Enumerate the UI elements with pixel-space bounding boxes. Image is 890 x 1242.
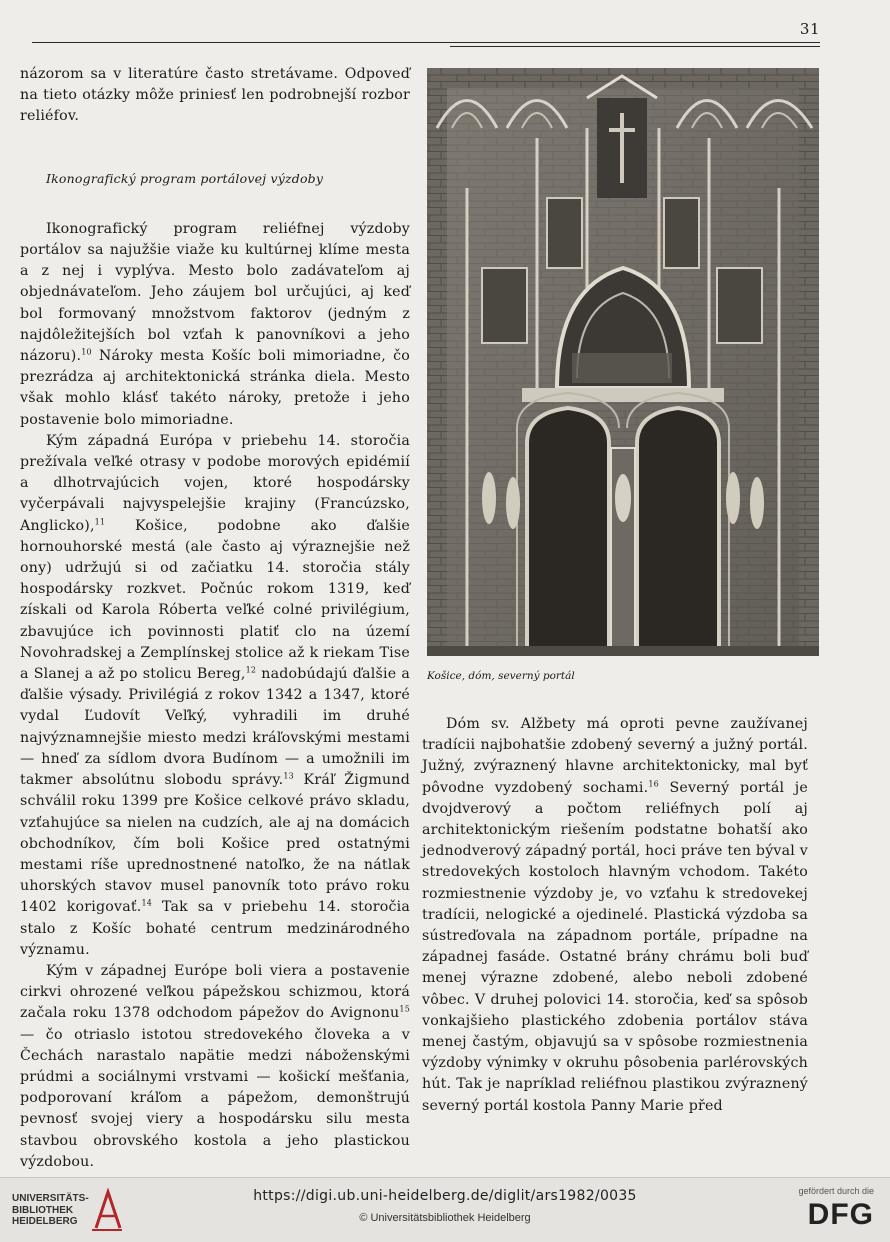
section-title: Ikonografický program portálovej výzdoby — [46, 170, 324, 186]
paragraph-1: Ikonografický program reliéfnej výzdoby portálov sa najužšie viaže ku kultúrnej klíme mesta a z nej i vyplýva. Mesto bolo zadávateľom aj objednávateľom. Jeho záujem bol určujúci, aj keď bol formovaný množstvom faktorov (jedným z najdôležitejších bol vzťah k panovníkovi a jeho názoru).$^{10}$ Nároky mesta Košíc boli mimoriadne, čo prezrádza aj architektonická stránka diela. Mesto však mohlo klásť takéto nároky, pretože i jeho postavenie bolo mimoriadne. — [20, 220, 410, 428]
funding-label: gefördert durch die — [798, 1186, 874, 1196]
gothic-portal-illustration — [427, 68, 819, 656]
footnote-ref: 14 — [141, 898, 153, 908]
intro-paragraph: názorom sa v literatúre často stretávame. Odpoveď na tieto otázky môže priniesť len podrobnejší rozbor reliéfov. — [20, 66, 410, 125]
footnote-ref: 16 — [648, 778, 659, 788]
header-rule-secondary — [450, 46, 820, 47]
viewer-footer — [0, 1177, 890, 1242]
copyright-notice: © Universitätsbibliothek Heidelberg — [359, 1212, 531, 1224]
left-text-column — [20, 64, 410, 1173]
footnote-ref: 10 — [81, 347, 92, 357]
dfg-logo[interactable]: DFG — [807, 1198, 874, 1231]
footnote-ref: 13 — [283, 771, 294, 781]
library-name[interactable]: UNIVERSITÄTS- BIBLIOTHEK HEIDELBERG — [12, 1193, 89, 1227]
permalink-url[interactable]: https://digi.ub.uni-heidelberg.de/diglit/ars1982/0035 — [253, 1188, 637, 1204]
figure-caption: Košice, dóm, severný portál — [427, 670, 575, 682]
header-rule — [32, 42, 820, 43]
right-text-column — [422, 714, 808, 1117]
portal-photograph — [427, 68, 819, 656]
paragraph-3: Kým v západnej Európe boli viera a postavenie cirkvi ohrozené veľkou pápežskou schizmou, ktorá začala roku 1378 odchodom pápežov do Avignonu$^{15}$ — čo otriaslo istotou stredovekého človeka a v Čechách narastalo napätie medzi náboženskými prúdmi a sociálnymi vrstvami — košickí mešťania, podporovaní kráľom a pápežom, demonštrujú pevnosť svojej viery a hospodársku silu mesta stavbou obrovského kostola a jeho plastickou výzdobou. — [20, 962, 410, 1170]
footnote-ref: 12 — [245, 665, 257, 675]
footnote-ref: 11 — [94, 516, 106, 526]
footnote-ref: 15 — [399, 1004, 410, 1014]
page-number: 31 — [799, 20, 820, 38]
paragraph-right-1: Dóm sv. Alžbety má oproti pevne zaužívanej tradícii najbohatšie zdobený severný a južný portál. Južný, zvýraznený hlavne architektonicky, mal byť pôvodne vyzdobený sochami.$^{16}$ Severný portál je dvojdverový a počtom reliéfnych polí aj architektonickým riešením podstatne bohatší ako jednodverový západný portál, hoci práve ten býval v stredovekých kostoloch hlavným vchodom. Takéto rozmiestnenie výzdoby je, vo vzťahu k stredovekej tradícii, nelogické a ojedinelé. Plastická výzdoba sa sústreďovala na západnom portále, prípadne na západnej fasáde. Ostatné brány chrámu boli buď menej výrazne zdobené, alebo neboli zdobené vôbec. V druhej polovici 14. storočia, keď sa spôsob vonkajšieho plastického zdobenia portálov stáva menej častým, objavujú sa v spôsobe rozmiestnenia výzdoby výnimky v okruhu pôsobenia parlérovských hút. Tak je napríklad reliéfnou plastikou zvýraznený severný portál kostola Panny Marie před — [422, 716, 809, 1114]
paragraph-2: Kým západná Európa v priebehu 14. storočia prežívala veľké otrasy v podobe morových epidémií a dlhotrvajúcich vojen, ktoré hospodársky vyčerpávali najvyspelejšie krajiny (Francúzsko, Anglicko),$^{11}$ Košice, podobne ako ďalšie hornouhorské mestá (ale často aj výraznejšie než ony) udržujú si od začiatku 14. storočia stály hospodársky rozkvet. Počnúc rokom 1319, keď získali od Karola Róberta veľké colné privilégium, zbavujúce ich povinnosti platiť clo na území Novohradskej a Zemplínskej stolice až k riekam Tise a Slanej a až po stolicu Bereg,$^{12}$ nadobúdajú ďalšie a ďalšie výsady. Privilégiá z rokov 1342 a 1347, ktoré vydal Ľudovít Veľký, vyhradili im druhé najvýznamnejšie miesto medzi kráľovskými mestami — hneď za sídlom dvora Budínom — a umožnili im takmer absolútnu slobodu správy.$^{13}$ Kráľ Žigmund schválil roku 1399 pre Košice celkové právo skladu, vzťahujúce sa nielen na cudzích, ale aj na domácich obchodníkov, čím boli Košice pred ostatnými mestami ríše uprednostnené natoľko, že na nátlak uhorských stavov musel panovník toto právo roku 1402 korigovať.$^{14}$ Tak sa v priebehu 14. storočia stalo z Košíc bohaté centrum medzinárodného významu. — [20, 432, 410, 958]
